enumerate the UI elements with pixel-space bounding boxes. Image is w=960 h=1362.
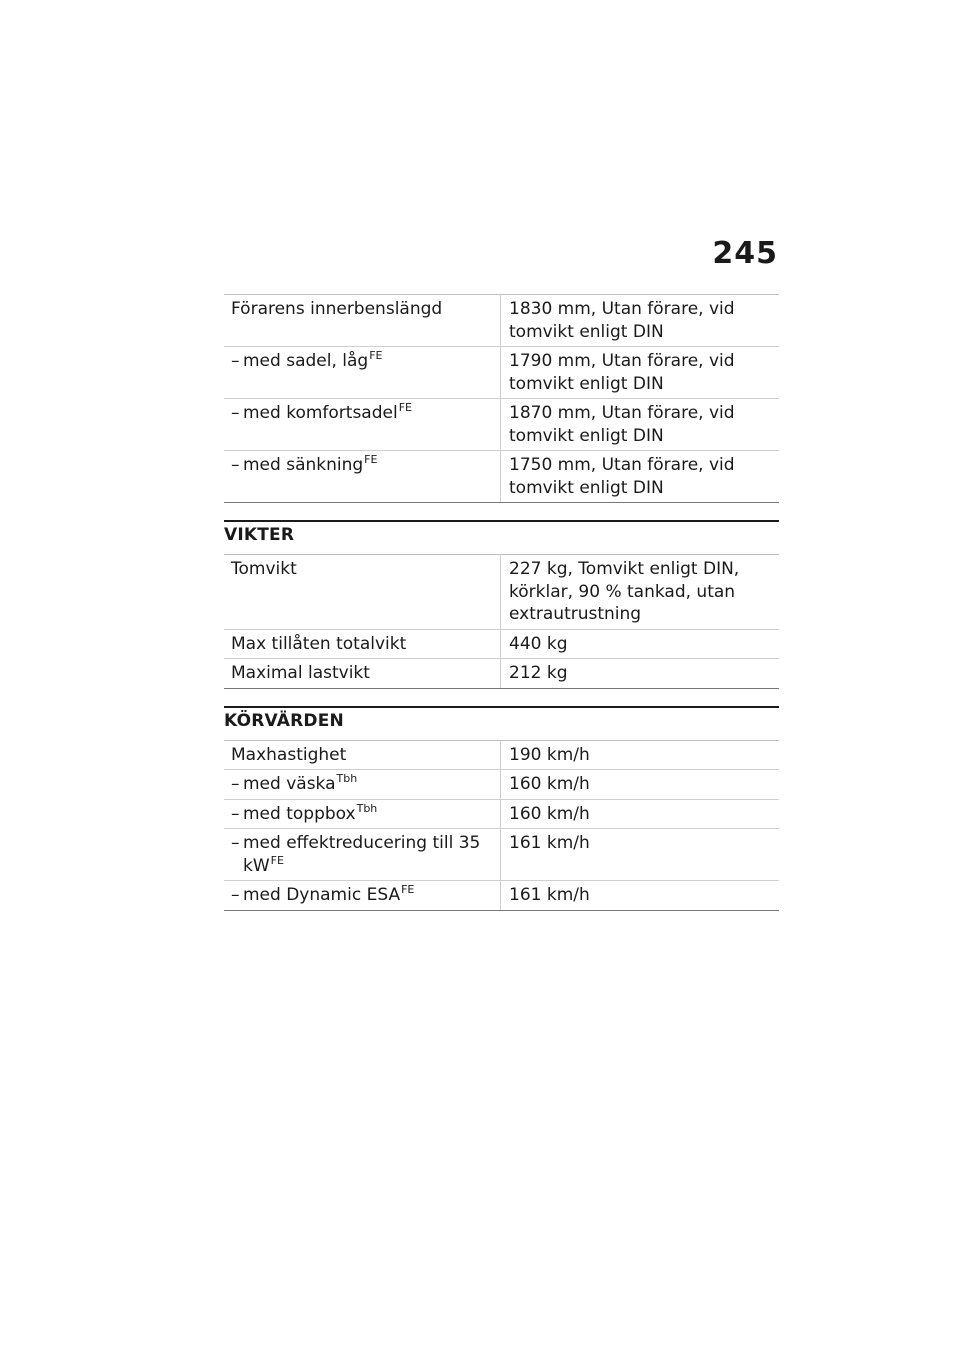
table-row xyxy=(224,799,779,829)
table-row xyxy=(224,555,779,630)
row-label: Max tillåten totalvikt xyxy=(231,633,407,654)
row-label: med effektreducering till 35 kW xyxy=(243,833,481,876)
row-label-cell xyxy=(224,659,501,689)
dash-marker: – xyxy=(231,885,240,905)
row-label-cell xyxy=(224,399,501,451)
table-row xyxy=(224,451,779,503)
row-value: 1830 mm, Utan förare, vid tomvikt enligt DIN xyxy=(501,295,780,347)
row-label: med komfortsadel xyxy=(243,403,398,423)
row-label: med toppbox xyxy=(243,803,356,824)
section-title-performance: KÖRVÄRDEN xyxy=(224,706,779,740)
row-value: 190 km/h xyxy=(501,740,780,770)
row-label-cell xyxy=(224,347,501,399)
footnote-marker: FE xyxy=(369,349,383,362)
dash-marker: – xyxy=(231,803,240,824)
row-label-cell xyxy=(224,451,501,503)
table-row xyxy=(224,295,779,347)
row-label: med sänkning xyxy=(243,455,364,475)
row-label-cell xyxy=(224,829,501,881)
row-label: Förarens innerbenslängd xyxy=(231,299,443,319)
row-label-cell xyxy=(224,740,501,770)
table-row xyxy=(224,770,779,800)
seat-height-table xyxy=(224,294,779,503)
footnote-marker: FE xyxy=(401,883,415,896)
dash-marker: – xyxy=(231,351,240,371)
table-row xyxy=(224,347,779,399)
table-row xyxy=(224,659,779,689)
performance-table xyxy=(224,740,779,911)
row-label: Maxhastighet xyxy=(231,744,347,765)
row-label: med Dynamic ESA xyxy=(243,885,401,905)
table-row xyxy=(224,829,779,881)
row-value: 161 km/h xyxy=(501,829,780,881)
footnote-marker: FE xyxy=(364,453,378,466)
dash-marker: – xyxy=(231,403,240,423)
row-label-cell xyxy=(224,555,501,630)
row-value: 1870 mm, Utan förare, vid tomvikt enligt DIN xyxy=(501,399,780,451)
table-row xyxy=(224,740,779,770)
table-row xyxy=(224,881,779,911)
footnote-marker: FE xyxy=(398,401,412,414)
row-label: Maximal lastvikt xyxy=(231,663,370,683)
row-value: 227 kg, Tomvikt enligt DIN, körklar, 90 % tankad, utan extrautrustning xyxy=(501,555,780,630)
row-label-cell xyxy=(224,799,501,829)
row-value: 160 km/h xyxy=(501,770,780,800)
table-row xyxy=(224,399,779,451)
section-title-weights: VIKTER xyxy=(224,520,779,554)
footnote-marker: FE xyxy=(270,853,284,867)
row-value: 440 kg xyxy=(501,629,780,659)
row-label-cell xyxy=(224,629,501,659)
row-value: 1750 mm, Utan förare, vid tomvikt enligt DIN xyxy=(501,451,780,503)
row-value: 1790 mm, Utan förare, vid tomvikt enligt DIN xyxy=(501,347,780,399)
row-label-cell xyxy=(224,881,501,911)
row-label: Tomvikt xyxy=(231,559,297,579)
dash-marker: – xyxy=(231,833,240,853)
row-label: med sadel, låg xyxy=(243,351,369,371)
dash-marker: – xyxy=(231,455,240,475)
row-label-cell xyxy=(224,770,501,800)
weights-table xyxy=(224,554,779,689)
row-value: 161 km/h xyxy=(501,881,780,911)
row-value: 212 kg xyxy=(501,659,780,689)
dash-marker: – xyxy=(231,774,240,794)
spec-content xyxy=(224,294,779,911)
page-number: 245 xyxy=(712,236,778,271)
footnote-marker: Tbh xyxy=(336,772,358,785)
row-label-cell xyxy=(224,295,501,347)
table-row xyxy=(224,629,779,659)
row-label: med väska xyxy=(243,774,336,794)
footnote-marker: Tbh xyxy=(356,801,378,815)
row-value: 160 km/h xyxy=(501,799,780,829)
